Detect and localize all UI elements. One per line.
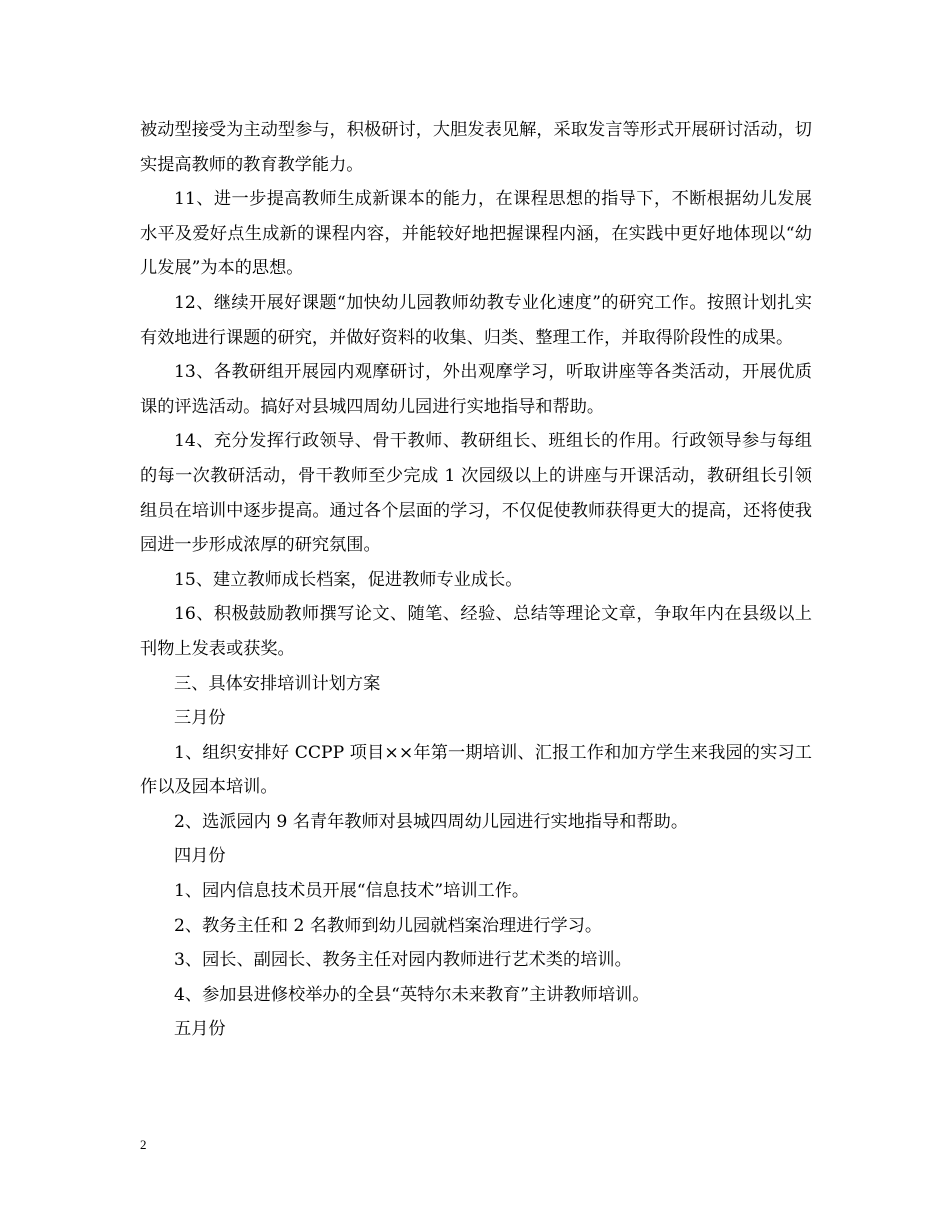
page-number: 2 — [140, 1137, 147, 1152]
list-item: 2、选派园内 9 名青年教师对县城四周幼儿园进行实地指导和帮助。 — [174, 811, 689, 832]
paragraph: 15、建立教师成长档案，促进教师专业成长。 — [174, 569, 523, 590]
month-heading: 四月份 — [174, 846, 226, 867]
section-heading: 三、具体安排培训计划方案 — [174, 673, 381, 694]
paragraph: 被动型接受为主动型参与，积极研讨，大胆发表见解，采取发言等形式开展研讨活动，切实提高教师的教育教学能力。 — [140, 120, 812, 175]
list-item: 1、园内信息技术员开展“信息技术”培训工作。 — [174, 881, 530, 902]
paragraph: 13、各教研组开展园内观摩研讨，外出观摩学习，听取讲座等各类活动，开展优质课的评选活动。搞好对县城四周幼儿园进行实地指导和帮助。 — [140, 362, 812, 417]
month-heading: 五月份 — [174, 1019, 226, 1040]
paragraph: 16、积极鼓励教师撰写论文、随笔、经验、总结等理论文章，争取年内在县级以上刊物上发表或获奖。 — [140, 604, 812, 659]
document-body — [140, 113, 812, 1047]
paragraph: 12、继续开展好课题“加快幼儿园教师幼教专业化速度”的研究工作。按照计划扎实有效地进行课题的研究，并做好资料的收集、归类、整理工作，并取得阶段性的成果。 — [140, 292, 812, 348]
list-item: 3、园长、副园长、教务主任对园内教师进行艺术类的培训。 — [174, 950, 632, 971]
list-item: 1、组织安排好 CCPP 项目××年第一期培训、汇报工作和加方学生来我园的实习工作以及园本培训。 — [140, 742, 812, 798]
paragraph: 11、进一步提高教师生成新课本的能力，在课程思想的指导下，不断根据幼儿发展水平及爱好点生成新的课程内容，并能较好地把握课程内涵，在实践中更好地体现以“幼儿发展”为本的思想。 — [140, 189, 812, 279]
list-item: 4、参加县进修校举办的全县“英特尔未来教育”主讲教师培训。 — [174, 984, 650, 1005]
month-heading: 三月份 — [174, 708, 226, 729]
list-item: 2、教务主任和 2 名教师到幼儿园就档案治理进行学习。 — [174, 915, 603, 936]
paragraph: 14、充分发挥行政领导、骨干教师、教研组长、班组长的作用。行政领导参与每组的每一次教研活动，骨干教师至少完成 1 次园级以上的讲座与开课活动，教研组长引领组员在培训中逐步提高。通过各个层面的学习，不仅促使教师获得更大的提高，还将使我园进一步形成浓厚的研究氛围。 — [140, 431, 812, 556]
